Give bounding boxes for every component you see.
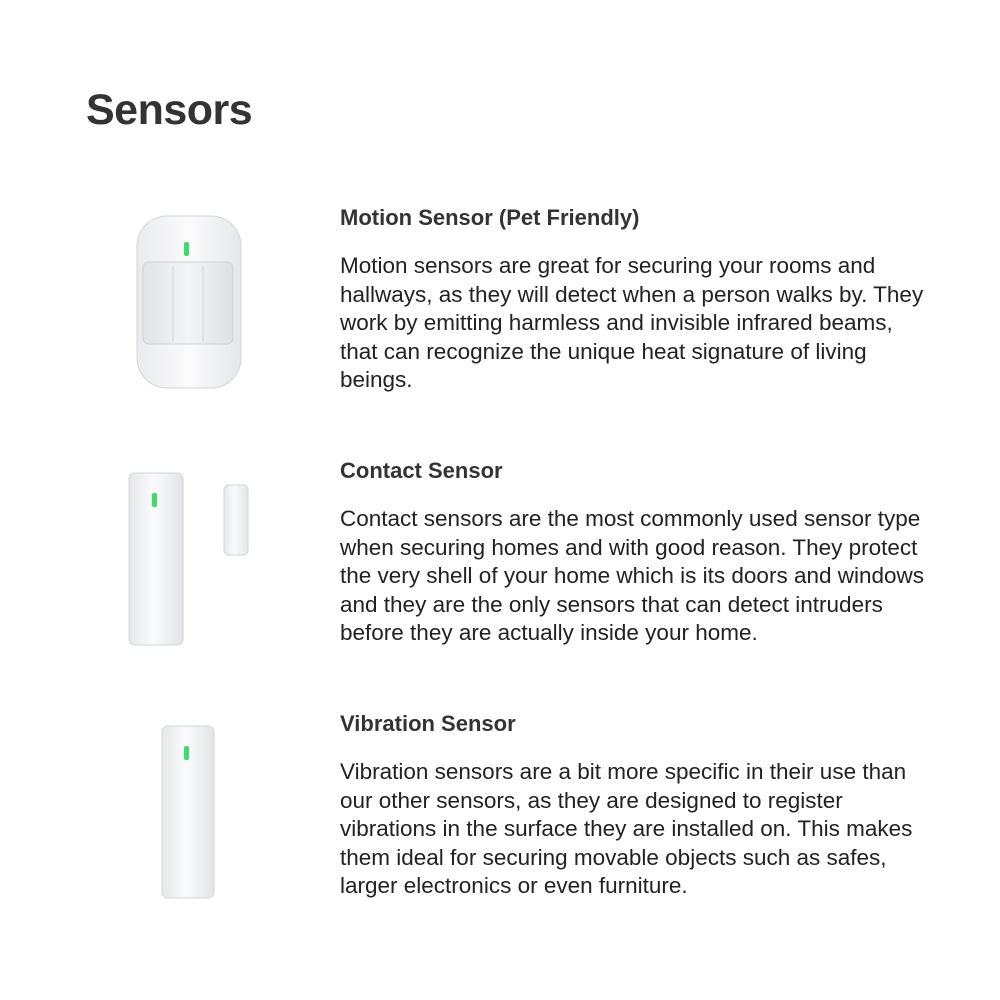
sensor-description: Motion sensors are great for securing your rooms and hallways, as they will detect when a person walks by. They work by emitting harmless and invisible infrared beams, that can recognize the unique heat signature of living beings. xyxy=(340,253,924,392)
sensor-title: Motion Sensor (Pet Friendly) xyxy=(340,205,640,230)
sensor-description: Contact sensors are the most commonly used sensor type when securing homes and with good reason. They protect the very shell of your home which is its doors and windows and they are the only sensors that can detect intruders before they are actually inside your home. xyxy=(340,506,925,645)
page-title: Sensors xyxy=(86,86,253,134)
sensor-title: Contact Sensor xyxy=(340,458,503,483)
vibration-sensor-icon xyxy=(155,724,235,914)
sensor-description: Vibration sensors are a bit more specific in their use than our other sensors, as they are designed to register vibrations in the surface they are installed on. This makes them ideal for securing movable objects such as safes, larger electronics or even furniture. xyxy=(340,759,913,898)
sensor-item-vibration xyxy=(0,710,1000,940)
sensor-item-motion xyxy=(0,204,1000,404)
motion-sensor-icon xyxy=(127,214,247,404)
contact-sensor-icon xyxy=(120,469,260,659)
sensor-title: Vibration Sensor xyxy=(340,711,516,736)
sensor-item-contact xyxy=(0,457,1000,687)
